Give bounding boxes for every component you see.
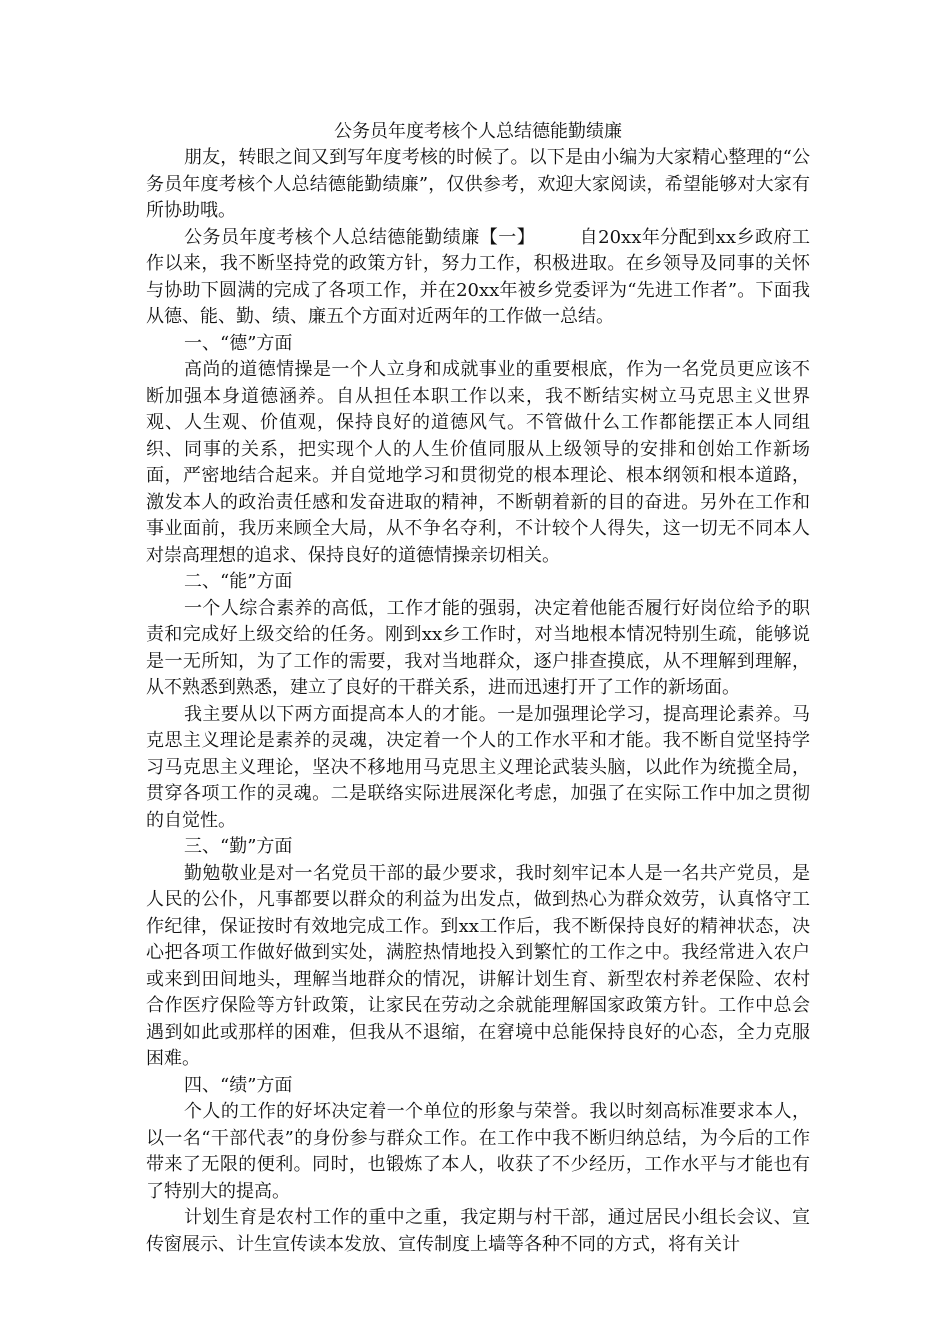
paragraph-neng-1: 一个人综合素养的高低，工作才能的强弱，决定着他能否履行好岗位给予的职责和完成好上级交给的任务。刚到xx乡工作时，对当地根本情况特别生疏，能够说是一无所知，为了工作的需要，我对当地群众，逐户排查摸底，从不理解到理解，从不熟悉到熟悉，建立了良好的干群关系，进而迅速打开了工作的新场面。 [146,597,810,698]
section-one-paragraph [146,225,810,331]
document-title: 公务员年度考核个人总结德能勤绩廉 [334,121,622,142]
heading-neng: 二、“能”方面 [184,571,293,592]
paragraph-qin: 勤勉敬业是对一名党员干部的最少要求，我时刻牢记本人是一名共产党员，是人民的公仆，凡事都要以群众的利益为出发点，做到热心为群众效劳，认真恪守工作纪律，保证按时有效地完成工作。到xx工作后，我不断保持良好的精神状态，决心把各项工作做好做到实处，满腔热情地投入到繁忙的工作之中。我经常进入农户或来到田间地头，理解当地群众的情况，讲解计划生育、新型农村养老保险、农村合作医疗保险等方针政策，让家民在劳动之余就能理解国家政策方针。工作中总会遇到如此或那样的困难，但我从不退缩，在窘境中总能保持良好的心态，全力克服困难。 [146,862,810,1069]
intro-paragraph: 朋友，转眼之间又到写年度考核的时候了。以下是由小编为大家精心整理的“公务员年度考核个人总结德能勤绩廉”，仅供参考，欢迎大家阅读，希望能够对大家有所协助哦。 [146,147,810,221]
paragraph-ji-2: 计划生育是农村工作的重中之重，我定期与村干部，通过居民小组长会议、宣传窗展示、计生宣传读本发放、宣传制度上墙等各种不同的方式，将有关计 [146,1207,810,1255]
paragraph-neng-2: 我主要从以下两方面提高本人的才能。一是加强理论学习，提高理论素养。马克思主义理论是素养的灵魂，决定着一个人的工作水平和才能。我不断自觉坚持学习马克思主义理论，坚决不移地用马克思主义理论武装头脑，以此作为统揽全局，贯穿各项工作的灵魂。二是联络实际进展深化考虑，加强了在实际工作中加之贯彻的自觉性。 [146,703,810,831]
heading-qin: 三、“勤”方面 [184,836,293,857]
paragraph-de: 高尚的道德情操是一个人立身和成就事业的重要根底，作为一名党员更应该不断加强本身道德涵养。自从担任本职工作以来，我不断结实树立马克思主义世界观、人生观、价值观，保持良好的道德风气。不管做什么工作都能摆正本人同组织、同事的关系，把实现个人的人生价值同服从上级领导的安排和创始工作新场面，严密地结合起来。并自觉地学习和贯彻党的根本理论、根本纲领和根本道路，激发本人的政治责任感和发奋进取的精神，不断朝着新的目的奋进。另外在工作和事业面前，我历来顾全大局，从不争名夺利，不计较个人得失，这一切无不同本人对崇高理想的追求、保持良好的道德情操亲切相关。 [146,359,810,566]
section-one-label: 公务员年度考核个人总结德能勤绩廉【一】 [184,226,536,248]
document-page [146,118,810,1258]
heading-de: 一、“德”方面 [184,332,293,354]
section-one-text: 自20xx年分配到xx乡政府工作以来，我不断坚持党的政策方针，努力工作，积极进取。在乡领导及同事的关怀与协助下圆满的完成了各项工作，并在20xx年被乡党委评为“先进工作者”。下面我从德、能、勤、绩、廉五个方面对近两年的工作做一总结。 [146,226,810,327]
paragraph-ji-1: 个人的工作的好坏决定着一个单位的形象与荣誉。我以时刻高标准要求本人，以一名“干部代表”的身份参与群众工作。在工作中我不断归纳总结，为今后的工作带来了无限的便利。同时，也锻炼了本人，收获了不少经历，工作水平与才能也有了特别大的提高。 [146,1101,810,1202]
heading-ji: 四、“绩”方面 [184,1074,293,1096]
